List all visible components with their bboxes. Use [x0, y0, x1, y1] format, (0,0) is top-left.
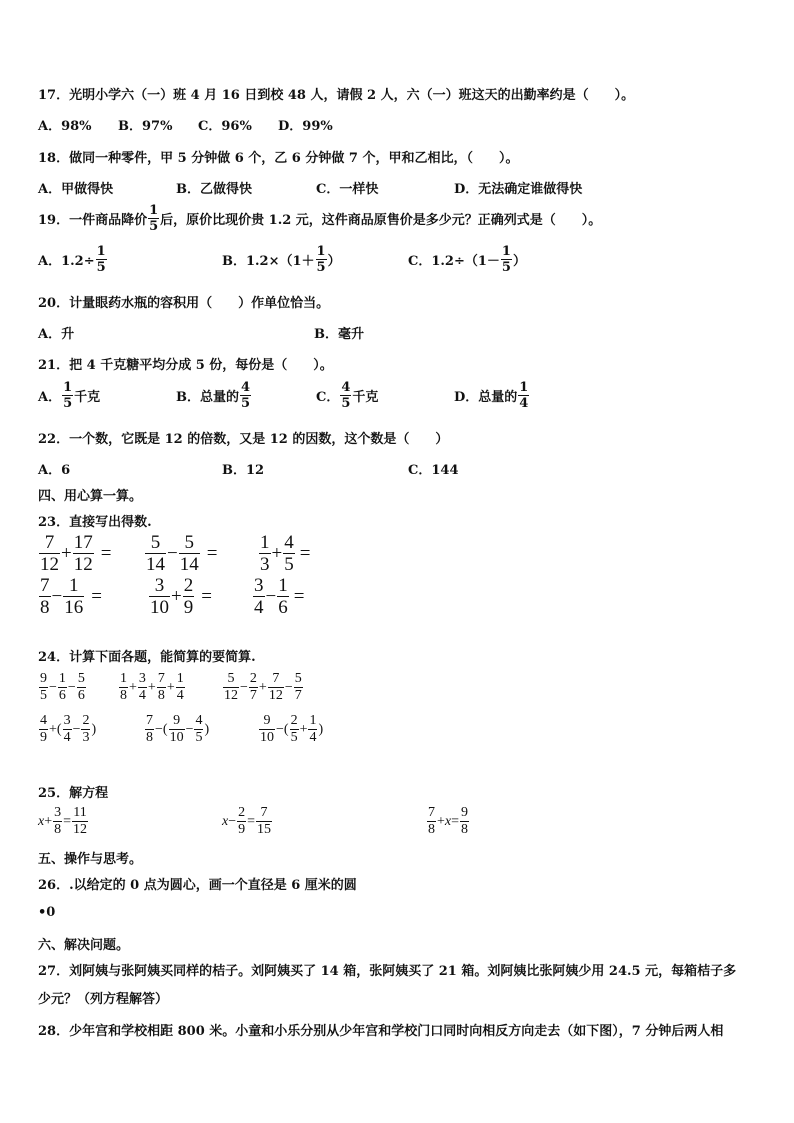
q19-option-c: C．1.2÷（1－ $\frac{1}{5}$ ） [408, 244, 526, 275]
q19-stem [38, 204, 601, 233]
q22-option-c: C．144 [408, 463, 459, 478]
q23-item-1: $\frac{7}{12}$ + $\frac{17}{12}$ = [40, 532, 112, 575]
q21-option-c: C． $\frac{4}{5}$ 千克 [316, 380, 379, 411]
q27-line-2: 少元？（列方程解答） [38, 992, 169, 1007]
section-6-heading: 六、解决问题。 [38, 938, 130, 953]
q18-option-c: C．一样快 [316, 182, 379, 197]
q20-option-a: A．升 [38, 327, 75, 342]
section-4-heading: 四、用心算一算。 [38, 489, 143, 504]
q17-option-a: A．98% [38, 119, 92, 134]
q24-item-3: $\frac{5}{12}$ − $\frac{2}{7}$ + $\frac{7}{12}$ − $\frac{5}{7}$ [224, 671, 302, 703]
q18-option-a: A．甲做得快 [38, 182, 114, 197]
q24-item-1: $\frac{9}{5}$ − $\frac{1}{6}$ − $\frac{5}{6}$ [40, 671, 85, 703]
q18-stem: 18．做同一种零件，甲 5 分钟做 6 个，乙 6 分钟做 7 个，甲和乙相比，（ ）。 [38, 151, 519, 166]
q27-line-1: 27．刘阿姨与张阿姨买同样的桔子。刘阿姨买了 14 箱，张阿姨买了 21 箱。刘阿姨比张阿姨少用 24.5 元，每箱桔子多 [38, 964, 737, 979]
q25-equation-1: x + $\frac{3}{8}$ = $\frac{11}{12}$ [38, 805, 88, 837]
section-5-heading: 五、操作与思考。 [38, 852, 143, 867]
q19-stem-part2: 后，原价比现价贵 1.2 元，这件商品原售价是多少元？正确列式是（ ）。 [160, 213, 602, 228]
q23-item-3: $\frac{1}{3}$ + $\frac{4}{5}$ = [260, 532, 311, 575]
q20-stem: 20．计量眼药水瓶的容积用（ ）作单位恰当。 [38, 296, 330, 311]
q17-option-c: C．96% [198, 119, 252, 134]
q19-stem-part1: 19．一件商品降价 [38, 213, 148, 228]
q17-option-b: B．97% [118, 119, 173, 134]
q20-option-b: B．毫升 [314, 327, 364, 342]
q26-stem: 26．.以给定的 0 点为圆心，画一个直径是 6 厘米的圆 [38, 878, 357, 893]
q21-option-a: A． $\frac{1}{5}$ 千克 [38, 380, 101, 411]
q19-option-b: B．1.2×（1＋ $\frac{1}{5}$ ） [222, 244, 341, 275]
q18-option-b: B．乙做得快 [176, 182, 252, 197]
q18-option-d: D．无法确定谁做得快 [454, 182, 583, 197]
q25-stem: 25．解方程 [38, 786, 109, 801]
q24-item-5: $\frac{7}{8}$ − ( $\frac{9}{10}$ − $\frac{4}{5}$ ) [146, 713, 210, 745]
q25-equation-2: x − $\frac{2}{9}$ = $\frac{7}{15}$ [222, 805, 272, 837]
q23-item-6: $\frac{3}{4}$ − $\frac{1}{6}$ = [254, 575, 305, 618]
q17-stem: 17．光明小学六（一）班 4 月 16 日到校 48 人，请假 2 人，六（一）班这天的出勤率约是（ ）。 [38, 88, 635, 103]
q24-item-4: $\frac{4}{9}$ + ( $\frac{3}{4}$ − $\frac{2}{3}$ ) [40, 713, 97, 745]
q24-item-2: $\frac{1}{8}$ + $\frac{3}{4}$ + $\frac{7}{8}$ + $\frac{1}{4}$ [120, 671, 184, 703]
q28-line-1: 28．少年宫和学校相距 800 米。小童和小乐分别从少年宫和学校门口同时向相反方向走去（如下图），7 分钟后两人相 [38, 1024, 724, 1039]
q23-item-4: $\frac{7}{8}$ − $\frac{1}{16}$ = [40, 575, 102, 618]
q23-item-2: $\frac{5}{14}$ − $\frac{5}{14}$ = [146, 532, 218, 575]
q24-item-6: $\frac{9}{10}$ − ( $\frac{2}{5}$ + $\frac{1}{4}$ ) [260, 713, 324, 745]
q21-option-b: B．总量的 $\frac{4}{5}$ [176, 380, 251, 411]
q21-option-d: D．总量的 $\frac{1}{4}$ [454, 380, 529, 411]
q21-stem: 21．把 4 千克糖平均分成 5 份，每份是（ ）。 [38, 358, 333, 373]
q26-center-point: •0 [38, 905, 56, 920]
q22-option-b: B．12 [222, 463, 265, 478]
q24-stem: 24．计算下面各题，能简算的要简算. [38, 650, 256, 665]
q23-stem: 23．直接写出得数. [38, 515, 152, 530]
q25-equation-3: $\frac{7}{8}$ + x = $\frac{9}{8}$ [428, 805, 469, 837]
q19-stem-fraction: $\frac{1}{5}$ [149, 203, 159, 234]
q23-item-5: $\frac{3}{10}$ + $\frac{2}{9}$ = [150, 575, 212, 618]
q17-option-d: D．99% [278, 119, 333, 134]
q19-option-a: A．1.2÷ $\frac{1}{5}$ [38, 244, 106, 275]
q22-stem: 22．一个数，它既是 12 的倍数，又是 12 的因数，这个数是（ ） [38, 432, 449, 447]
q22-option-a: A．6 [38, 463, 71, 478]
